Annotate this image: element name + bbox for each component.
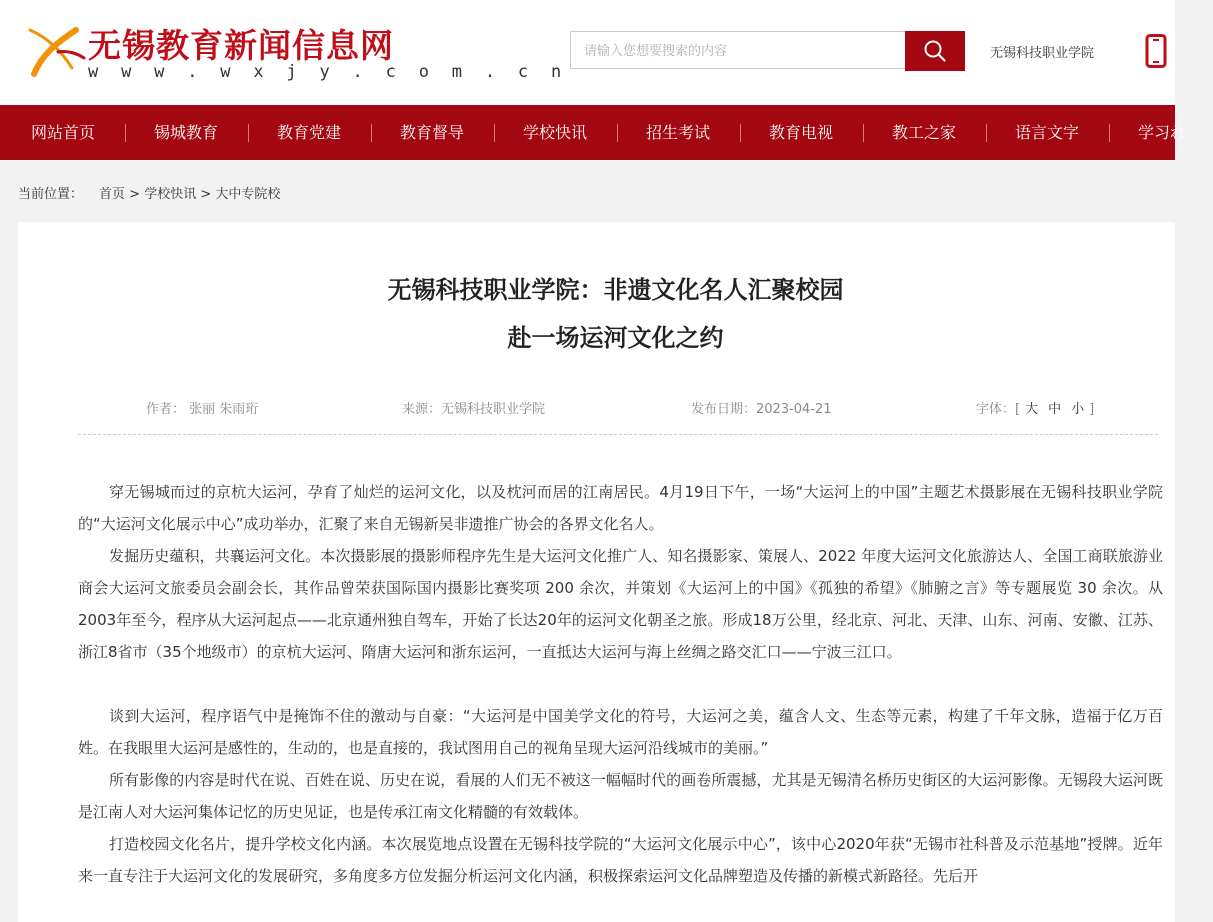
- breadcrumb-school-news[interactable]: 学校快讯: [144, 187, 197, 202]
- search-box: [570, 31, 905, 69]
- breadcrumb-separator: >: [200, 187, 212, 202]
- font-size-large-button[interactable]: 大: [1025, 402, 1039, 417]
- breadcrumb: [18, 183, 280, 202]
- breadcrumb-home[interactable]: 首页: [99, 187, 126, 202]
- article-paragraph: 发掘历史蕴积，共襄运河文化。本次摄影展的摄影师程序先生是大运河文化推广人、知名摄影家、策展人、2022 年度大运河文化旅游达人、全国工商联旅游业商会大运河文旅委员会副会长，其作品曾荣获国际国内摄影比赛奖项 200 余次，并策划《大运河上的中国》《孤独的希望》《肺腑之言》等专题展览 30 余次。从2003年至今，程序从大运河起点——北京通州独自驾车，开始了长达20年的运河文化朝圣之旅。形成18万公里，经北京、河北、天津、山东、河南、安徽、江苏、浙江8省市（35个地级市）的京杭大运河、隋唐大运河和浙东运河，一直抵达大运河与海上丝绸之路交汇口——宁波三江口。: [78, 547, 1163, 661]
- article-author: 作者： 张丽 朱雨珩: [146, 402, 259, 417]
- breadcrumb-colleges[interactable]: 大中专院校: [215, 187, 281, 202]
- article-title-line2: 赴一场运河文化之约: [507, 324, 724, 352]
- breadcrumb-label: 当前位置：: [18, 187, 84, 202]
- nav-item-city-education[interactable]: 锡城教育: [154, 123, 219, 142]
- search-button[interactable]: [905, 31, 965, 71]
- font-size-medium-button[interactable]: 中: [1048, 402, 1062, 417]
- site-name[interactable]: 无锡教育新闻信息网: [88, 26, 394, 65]
- nav-item-admissions[interactable]: 招生考试: [646, 123, 711, 142]
- mobile-phone-icon[interactable]: [1145, 34, 1167, 68]
- search-input[interactable]: [582, 32, 886, 70]
- nav-item-home[interactable]: 网站首页: [31, 123, 96, 142]
- site-url: w w w . w x j y . c o m . c n: [88, 62, 568, 82]
- nav-separator: [863, 124, 864, 142]
- search-icon: [924, 40, 946, 62]
- nav-item-supervision[interactable]: 教育督导: [400, 123, 465, 142]
- nav-separator: [1109, 124, 1110, 142]
- logo-icon[interactable]: [28, 24, 86, 80]
- nav-separator: [740, 124, 741, 142]
- nav-separator: [248, 124, 249, 142]
- article-source: 来源：无锡科技职业学院: [402, 402, 546, 417]
- school-link[interactable]: 无锡科技职业学院: [990, 46, 1095, 61]
- nav-item-learning[interactable]: 学习れ: [1138, 123, 1187, 142]
- font-size-label: 字体：[: [976, 402, 1021, 417]
- nav-separator: [494, 124, 495, 142]
- nav-separator: [986, 124, 987, 142]
- article-card: [18, 222, 1175, 922]
- article-paragraph: 所有影像的内容是时代在说、百姓在说、历史在说，看展的人们无不被这一幅幅时代的画卷所震撼，尤其是无锡清名桥历史街区的大运河影像。无锡段大运河既是江南人对大运河集体记忆的历史见证，也是传承江南文化精髓的有效载体。: [78, 771, 1163, 821]
- font-size-small-button[interactable]: 小: [1071, 402, 1085, 417]
- nav-separator: [617, 124, 618, 142]
- article-title-line1: 无锡科技职业学院：非遗文化名人汇聚校园: [387, 276, 844, 304]
- article-date: 发布日期：2023-04-21: [691, 402, 832, 417]
- nav-item-language[interactable]: 语言文字: [1015, 123, 1080, 142]
- meta-divider: [78, 434, 1158, 435]
- article-paragraph: 打造校园文化名片，提升学校文化内涵。本次展览地点设置在无锡科技学院的“大运河文化展示中心”，该中心2020年获“无锡市社科普及示范基地”授牌。近年来一直专注于大运河文化的发展研究，多角度多方位发掘分析运河文化内涵，积极探索运河文化品牌塑造及传播的新模式新路径。先后开: [78, 835, 1163, 885]
- nav-separator: [371, 124, 372, 142]
- nav-item-party-building[interactable]: 教育党建: [277, 123, 342, 142]
- font-size-close: ]: [1089, 402, 1095, 417]
- nav-separator: [125, 124, 126, 142]
- nav-item-education-tv[interactable]: 教育电视: [769, 123, 834, 142]
- site-header: [0, 0, 1175, 105]
- font-size-control: [976, 398, 1094, 417]
- article-paragraph: 穿无锡城而过的京杭大运河，孕育了灿烂的运河文化，以及枕河而居的江南居民。4月19日下午，一场“大运河上的中国”主题艺术摄影展在无锡科技职业学院的“大运河文化展示中心”成功举办，汇聚了来自无锡新吴非遗推广协会的各界文化名人。: [78, 483, 1163, 533]
- nav-item-staff-home[interactable]: 教工之家: [892, 123, 957, 142]
- main-nav: [0, 105, 1187, 160]
- article-paragraph: 谈到大运河，程序语气中是掩饰不住的激动与自豪：“大运河是中国美学文化的符号，大运河之美，蕴含人文、生态等元素，构建了千年文脉，造福于亿万百姓。在我眼里大运河是感性的，生动的，也是直接的，我试图用自己的视角呈现大运河沿线城市的美丽。”: [78, 707, 1163, 757]
- nav-item-school-news[interactable]: 学校快讯: [523, 123, 588, 142]
- breadcrumb-separator: >: [129, 187, 141, 202]
